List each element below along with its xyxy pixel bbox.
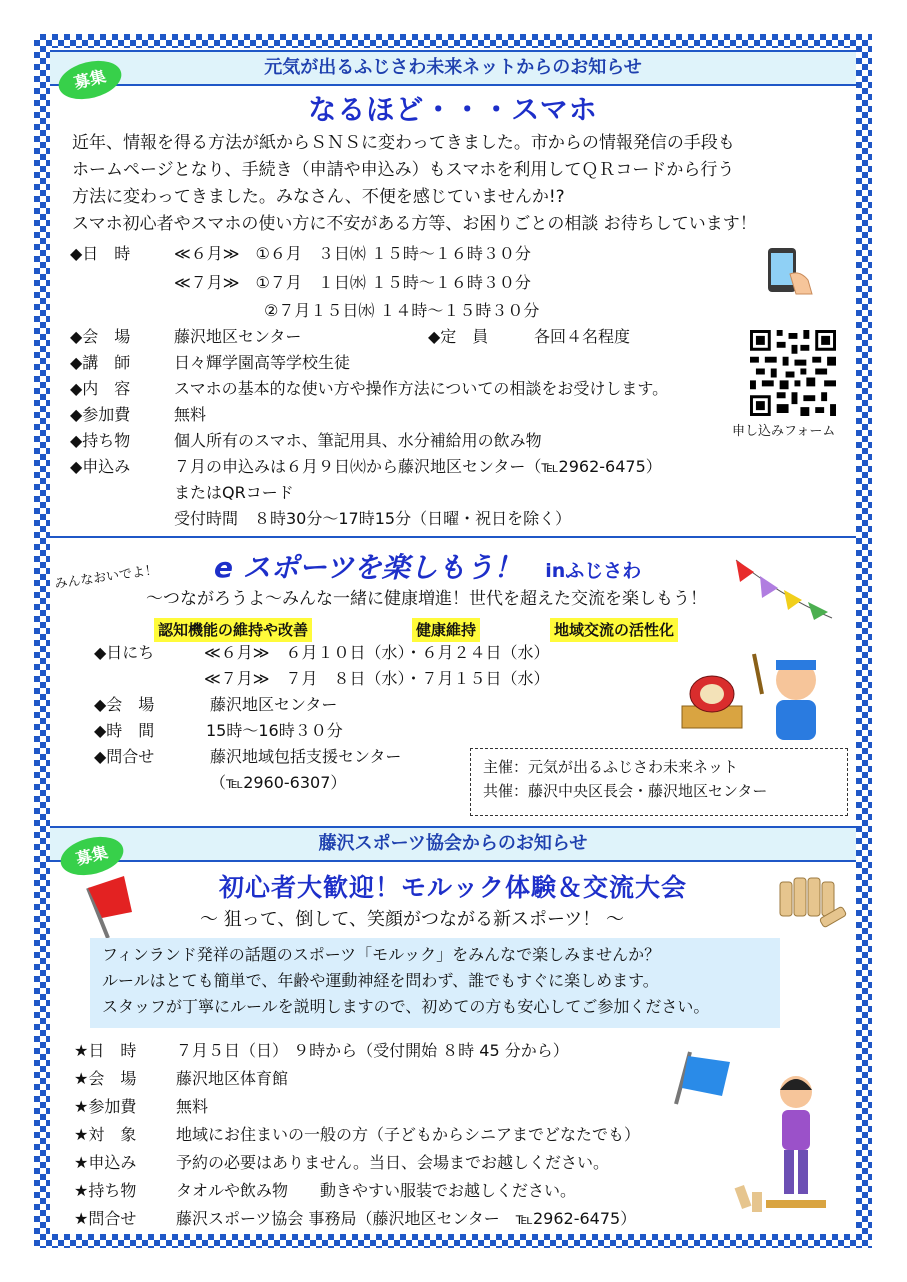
molkky-title: 初心者大歓迎！モルック体験＆交流大会	[218, 873, 687, 902]
s1-date-label: ◆日 時	[70, 244, 131, 263]
s1-content-label: ◆内 容	[70, 379, 131, 398]
s1-fee-row	[70, 402, 710, 428]
section1-header-bar	[50, 50, 856, 86]
section3-header-bar	[50, 826, 856, 862]
s1-apply-line: またはQRコード	[174, 483, 294, 502]
s1-date-line: ②７月１５日㈬ １４時～１５時３０分	[264, 301, 540, 320]
section-divider	[50, 536, 856, 538]
s1-capacity: 各回４名程度	[534, 327, 631, 346]
s2-contact-line: （℡2960-6307）	[210, 773, 347, 792]
checkered-border	[34, 34, 872, 1248]
s3-target-label: ★対 象	[74, 1125, 137, 1144]
s2-date-line: ≪６月≫ ６月１０日（水）・６月２４日（水）	[204, 643, 550, 662]
smartphone-icon	[760, 244, 820, 300]
s1-date-line: ≪６月≫ ①６月 ３日㈬ １５時～１６時３０分	[174, 244, 531, 263]
s1-fee: 無料	[174, 405, 207, 424]
s3-fee-row	[74, 1094, 694, 1120]
section1-intro-line: ホームページとなり、手続き（申請や申込み）もスマホを利用してＱＲコードから行う	[72, 160, 735, 180]
s1-lecturer-label: ◆講 師	[70, 353, 131, 372]
tag: 認知機能の維持や改善	[154, 618, 312, 642]
s2-aside: みんなおいでよ！	[53, 562, 159, 593]
molkky-intro-line: スタッフが丁寧にルールを説明しますので、初めての方も安心してご参加ください。	[102, 997, 710, 1016]
s1-bring-row	[70, 428, 710, 454]
s1-apply-line: 受付時間 ８時30分～17時15分（日曜・祝日を除く）	[174, 509, 572, 528]
s3-contact: 藤沢スポーツ協会 事務局（藤沢地区センター ℡2962-6475）	[176, 1209, 637, 1228]
qr-caption: 申し込みフォーム	[732, 424, 836, 439]
s3-apply-row	[74, 1150, 694, 1176]
s1-fee-label: ◆参加費	[70, 405, 131, 424]
tag: 地域交流の活性化	[550, 618, 678, 642]
molkky-intro-box	[90, 938, 780, 1028]
bunting-icon	[734, 558, 834, 624]
qr-code-icon[interactable]	[750, 330, 836, 416]
s3-contact-label: ★問合せ	[74, 1209, 137, 1228]
esports-title-main: e スポーツを楽しもう！	[214, 551, 522, 584]
molkky-subtitle: ～ 狙って、倒して、笑顔がつながる新スポーツ！ ～	[200, 909, 625, 930]
s2-time-label: ◆時 間	[94, 721, 155, 740]
s2-time: 15時～16時３０分	[206, 721, 343, 740]
s2-subtitle: ～つながろうよ～みんな一緒に健康増進！世代を超えた交流を楽しもう！	[146, 589, 707, 609]
s3-fee-label: ★参加費	[74, 1097, 137, 1116]
s3-fee: 無料	[176, 1097, 209, 1116]
s1-bring-label: ◆持ち物	[70, 431, 131, 450]
s2-venue: 藤沢地区センター	[210, 695, 338, 714]
esports-title	[214, 546, 641, 586]
section1-intro-line: 方法に変わってきました。みなさん、不便を感じていませんか!?	[72, 187, 565, 207]
section1-intro-line: 近年、情報を得る方法が紙からＳＮＳに変わってきました。市からの情報発信の手段も	[72, 133, 735, 153]
taiko-drummer-icon	[676, 644, 826, 754]
molkky-intro-line: フィンランド発祥の話題のスポーツ「モルック」をみんなで楽しみませんか？	[102, 945, 661, 964]
s1-venue-label: ◆会 場	[70, 327, 131, 346]
s2-venue-row	[94, 692, 694, 718]
molkky-intro-line: ルールはとても簡単で、年齢や運動神経を問わず、誰でもすぐに楽しめます。	[102, 971, 659, 990]
s3-contact-row	[74, 1206, 754, 1232]
s3-bring-row	[74, 1178, 694, 1204]
s2-date-line: ≪７月≫ ７月 ８日（水）・７月１５日（水）	[204, 669, 550, 688]
recruit-badge: 募集	[55, 55, 126, 105]
smartphone-title: なるほど・・・スマホ	[308, 93, 598, 126]
molkky-player-icon	[726, 1068, 836, 1218]
s3-bring-label: ★持ち物	[74, 1181, 137, 1200]
co-organizer: 共催：藤沢中央区長会・藤沢地区センター	[483, 782, 768, 800]
esports-title-sub: inふじさわ	[545, 560, 642, 582]
s3-venue: 藤沢地区体育館	[176, 1069, 289, 1088]
s2-contact-label: ◆問合せ	[94, 747, 155, 766]
s1-capacity-label: ◆定 員	[428, 327, 489, 346]
s1-lecturer-row	[70, 350, 710, 376]
s2-venue-label: ◆会 場	[94, 695, 155, 714]
notice-content	[50, 48, 856, 1234]
s1-apply-line: ７月の申込みは６月９日㈫から藤沢地区センター（℡2962-6475）	[174, 457, 662, 476]
recruit-badge: 募集	[57, 831, 128, 881]
s2-contact-line: 藤沢地域包括支援センター	[210, 747, 402, 766]
s1-venue-row	[70, 324, 710, 350]
s1-date-row	[70, 241, 710, 267]
organizer: 主催：元気が出るふじさわ未来ネット	[483, 758, 739, 776]
s2-date-row	[94, 640, 694, 666]
s3-target: 地域にお住まいの一般の方（子どもからシニアまでどなたでも）	[176, 1125, 641, 1144]
s2-date-label: ◆日にち	[94, 643, 155, 662]
s1-lecturer: 日々輝学園高等学校生徒	[174, 353, 351, 372]
s3-date: ７月５日（日） ９時から（受付開始 ８時 45 分から）	[176, 1041, 569, 1060]
section1-header-text: 元気が出るふじさわ未来ネットからのお知らせ	[264, 57, 642, 78]
s1-apply-row	[70, 454, 770, 480]
section1-intro-line: スマホ初心者やスマホの使い方に不安がある方等、お困りごとの相談 お待ちしています！	[72, 214, 757, 234]
molkky-pins-icon	[770, 866, 850, 942]
s3-target-row	[74, 1122, 714, 1148]
s3-date-label: ★日 時	[74, 1041, 137, 1060]
section3-header-text: 藤沢スポーツ協会からのお知らせ	[318, 833, 588, 854]
s1-apply-label: ◆申込み	[70, 457, 131, 476]
s3-date-row	[74, 1038, 694, 1064]
organizer-box	[470, 748, 848, 816]
red-flag-icon	[80, 872, 142, 942]
s1-content-row	[70, 376, 750, 402]
s3-apply: 予約の必要はありません。当日、会場までお越しください。	[176, 1153, 609, 1172]
s2-time-row	[94, 718, 694, 744]
s3-apply-label: ★申込み	[74, 1153, 137, 1172]
tag: 健康維持	[412, 618, 480, 642]
s1-date-line: ≪７月≫ ①７月 １日㈬ １５時～１６時３０分	[174, 273, 531, 292]
s2-contact-row	[94, 744, 494, 770]
s1-venue: 藤沢地区センター	[174, 327, 302, 346]
s3-bring: タオルや飲み物 動きやすい服装でお越しください。	[176, 1181, 577, 1200]
s1-bring: 個人所有のスマホ、筆記用具、水分補給用の飲み物	[174, 431, 542, 450]
s3-venue-label: ★会 場	[74, 1069, 137, 1088]
s1-content: スマホの基本的な使い方や操作方法についての相談をお受けします。	[174, 379, 669, 398]
s3-venue-row	[74, 1066, 694, 1092]
